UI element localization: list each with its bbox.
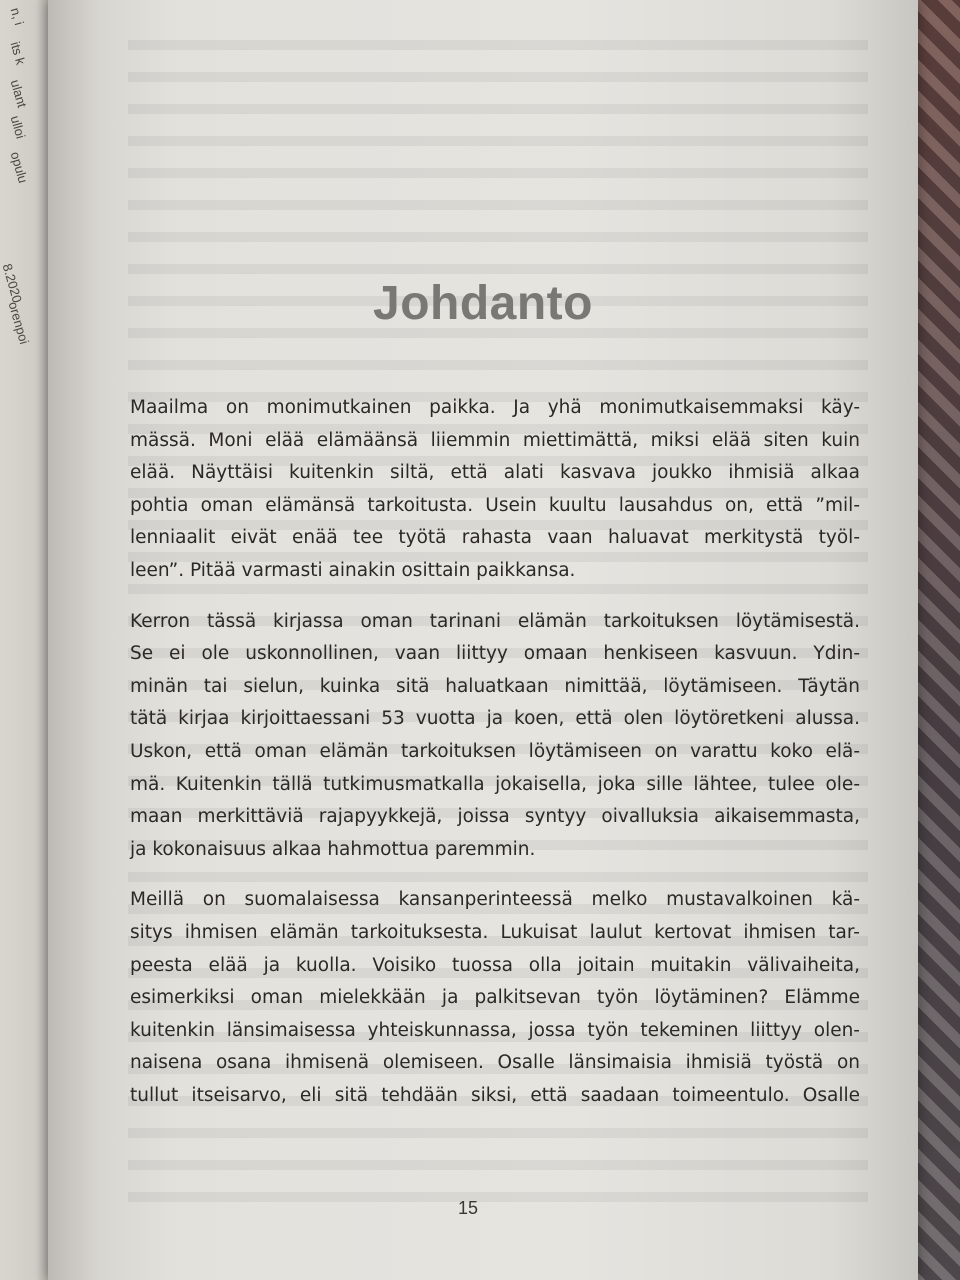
- text-line: esimerkiksi oman mielekkään ja palkitsevan työn löytäminen? Elämme: [130, 987, 860, 1009]
- facing-page-fragment: 8.2020: [0, 262, 25, 305]
- text-line: maan merkittäviä rajapyykkejä, joissa syntyy oivalluksia aikaisemmasta,: [130, 806, 860, 828]
- facing-page-edge: [0, 0, 52, 1280]
- text-line: minän tai sielun, kuinka sitä haluatkaan nimittää, löytämiseen. Täytän: [130, 675, 860, 697]
- text-line: Kerron tässä kirjassa oman tarinani elämän tarkoituksen löytämisestä.: [130, 610, 860, 632]
- text-line: Se ei ole uskonnollinen, vaan liittyy omaan henkiseen kasvuun. Ydin-: [130, 643, 860, 665]
- text-line: tätä kirjaa kirjoittaessani 53 vuotta ja koen, että olen löytöretkeni alussa.: [130, 708, 860, 730]
- chapter-title: Johdanto: [373, 277, 593, 330]
- paragraph: [130, 392, 860, 588]
- facing-page-fragment: n, i: [7, 6, 27, 27]
- text-line: kuitenkin länsimaisessa yhteiskunnassa, jossa työn tekeminen liittyy olen-: [130, 1019, 860, 1041]
- text-line: naisena osana ihmisenä olemiseen. Osalle länsimaisia ihmisiä työstä on: [130, 1052, 860, 1074]
- facing-page-fragment: orenpoi: [5, 300, 32, 346]
- book-page: [48, 0, 918, 1280]
- text-line: peesta elää ja kuolla. Voisiko tuossa olla joitain muitakin välivaiheita,: [130, 954, 860, 976]
- text-line: pohtia oman elämänsä tarkoitusta. Usein kuultu lausahdus on, että ”mil-: [130, 494, 860, 516]
- text-line: Maailma on monimutkainen paikka. Ja yhä monimutkaisemmaksi käy-: [130, 397, 860, 418]
- facing-page-fragment: its k: [7, 40, 29, 67]
- text-line: tullut itseisarvo, eli sitä tehdään siksi, että saadaan toimeentulo. Osalle: [130, 1084, 860, 1106]
- text-line: Uskon, että oman elämän tarkoituksen löytämiseen on varattu koko elä-: [130, 740, 860, 762]
- text-line: ja kokonaisuus alkaa hahmottua paremmin.: [130, 838, 536, 860]
- text-line: Meillä on suomalaisessa kansanperinteessä melko mustavalkoinen kä-: [130, 889, 860, 911]
- text-line: leen”. Pitää varmasti ainakin osittain paikkansa.: [130, 559, 576, 581]
- text-line: mässä. Moni elää elämäänsä liiemmin miettimättä, miksi elää siten kuin: [130, 429, 860, 451]
- page-number: 15: [457, 1198, 479, 1218]
- text-line: lenniaalit eivät enää tee työtä rahasta vaan haluavat merkitystä työl-: [130, 527, 860, 549]
- text-line: mä. Kuitenkin tällä tutkimusmatkalla jokaisella, joka sille lähtee, tulee ole-: [130, 773, 860, 795]
- text-line: elää. Näyttäisi kuitenkin siltä, että alati kasvava joukko ihmisiä alkaa: [130, 462, 860, 484]
- facing-page-fragment: ulant: [7, 78, 30, 110]
- paragraph: [130, 606, 860, 867]
- chapter-body: [130, 392, 860, 1130]
- facing-page-fragment: ulloi: [7, 114, 29, 141]
- paragraph: [130, 884, 860, 1112]
- facing-page-fragment: opulu: [7, 150, 31, 185]
- text-line: sitys ihmisen elämän tarkoituksesta. Lukuisat laulut kertovat ihmisen tar-: [130, 921, 860, 943]
